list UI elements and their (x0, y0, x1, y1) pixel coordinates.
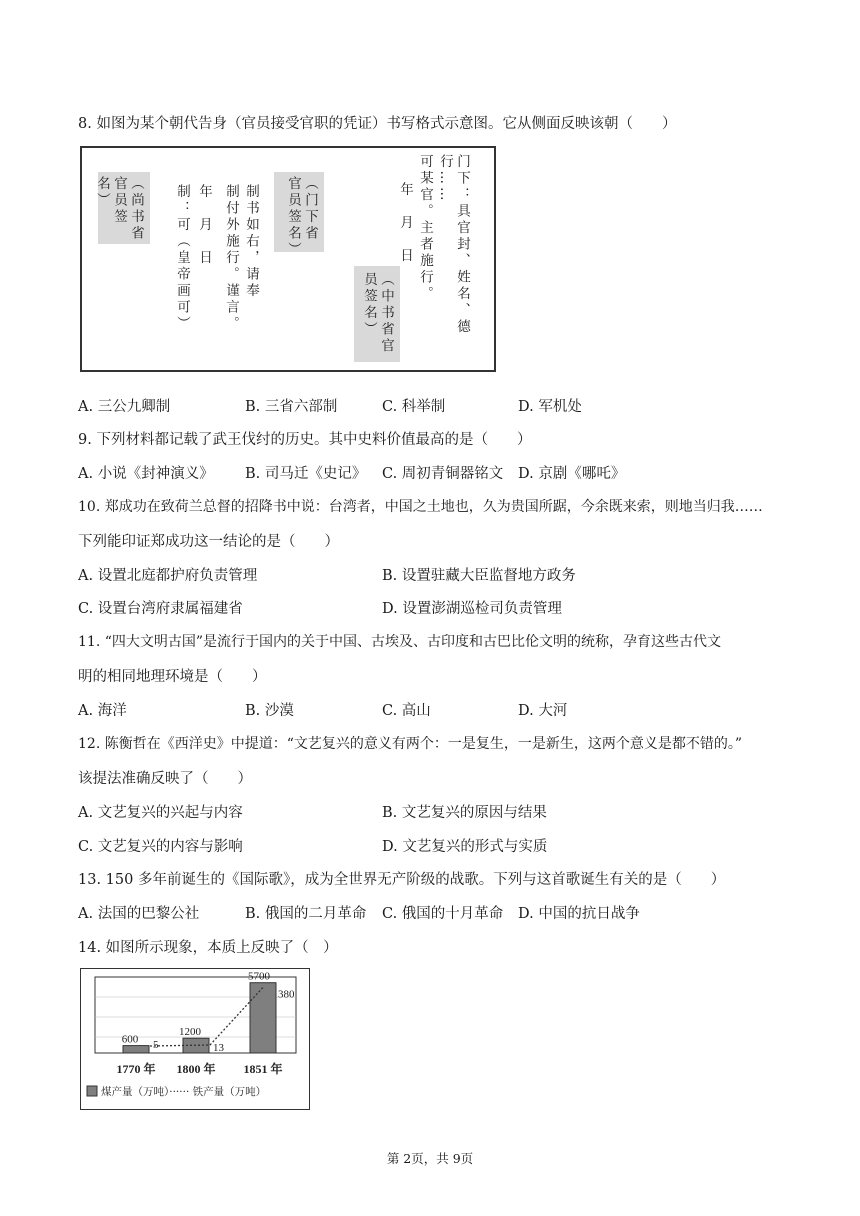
legend-text: 煤产量（万吨）······ 铁产量（万吨） (101, 1086, 267, 1098)
q8-option-b[interactable]: B. 三省六部制 (245, 399, 338, 415)
q8-option-d[interactable]: D. 军机处 (518, 399, 582, 415)
fig-col-date1: 年 月 日 (397, 182, 413, 265)
q11-stem-line2: 明的相同地理环境是（ ） (78, 669, 267, 685)
q9-stem: 9. 下列材料都记载了武王伐纣的历史。其中史料价值最高的是（ ） (78, 432, 532, 448)
q10-stem-line2: 下列能印证郑成功这一结论的是（ ） (78, 534, 339, 550)
category-label: 1851 年 (243, 1062, 283, 1076)
coal-bar (250, 983, 276, 1053)
q8-option-a[interactable]: A. 三公九卿制 (78, 399, 171, 415)
q10-option-b[interactable]: B. 设置驻藏大臣监督地方政务 (382, 568, 576, 584)
q11-option-c[interactable]: C. 高山 (382, 703, 431, 719)
fig-col-zhishu: 制书如右，请奉 (243, 184, 259, 300)
iron-value-label: 13 (213, 1042, 224, 1054)
q10-option-a[interactable]: A. 设置北庭都护府负责管理 (78, 568, 258, 584)
iron-value-label: 380 (278, 988, 295, 1001)
gaoshen-figure (80, 146, 496, 372)
coal-iron-chart (80, 968, 310, 1110)
fig-box-shangshu: （尚书省官员签名） (98, 172, 150, 244)
q14-stem: 14. 如图所示现象，本质上反映了（ ） (78, 940, 338, 956)
q8-option-c[interactable]: C. 科举制 (382, 399, 446, 415)
q12-option-d[interactable]: D. 文艺复兴的形式与实质 (382, 839, 548, 855)
q10-option-c[interactable]: C. 设置台湾府隶属福建省 (78, 601, 243, 617)
q10-stem-line1: 10. 郑成功在致荷兰总督的招降书中说：台湾者，中国之土地也，久为贵国所踞，今余既来索，则地当归我…… (78, 499, 763, 515)
coal-value-label: 600 (121, 1033, 139, 1046)
q13-option-c[interactable]: C. 俄国的十月革命 (382, 906, 504, 922)
legend-coal-swatch (87, 1086, 97, 1096)
fig-col-kemou: 可某官。主者施行。 (417, 154, 433, 303)
fig-col-menxia: 门下：具官封、姓名、德行…… (437, 154, 470, 336)
fig-col-date2: 年 月 日 (196, 184, 212, 267)
q12-option-b[interactable]: B. 文艺复兴的原因与结果 (382, 805, 547, 821)
q13-option-a[interactable]: A. 法国的巴黎公社 (78, 906, 200, 922)
q13-option-b[interactable]: B. 俄国的二月革命 (245, 906, 367, 922)
coal-value-label: 1200 (179, 1026, 201, 1039)
q13-option-d[interactable]: D. 中国的抗日战争 (518, 906, 640, 922)
q12-option-a[interactable]: A. 文艺复兴的兴起与内容 (78, 805, 243, 821)
q11-option-d[interactable]: D. 大河 (518, 703, 568, 719)
q8-stem: 8. 如图为某个朝代告身（官员接受官职的凭证）书写格式示意图。它从侧面反映该朝（ ） (78, 116, 677, 132)
fig-box-menxia: （门下省官员签名） (274, 172, 324, 252)
q9-option-a[interactable]: A. 小说《封神演义》 (78, 466, 214, 482)
q11-stem-line1: 11. “四大文明古国”是流行于国内的关于中国、古埃及、古印度和古巴比伦文明的统称，孕育这些古代文 (78, 634, 722, 650)
fig-box-zhongshu: （中书省官员签名） (354, 266, 400, 362)
category-label: 1770 年 (116, 1062, 156, 1076)
q9-option-d[interactable]: D. 京剧《哪吒》 (518, 466, 626, 482)
q12-stem-line2: 该提法准确反映了（ ） (78, 771, 252, 787)
page-footer: 第 2页，共 9页 (386, 1151, 474, 1166)
q9-option-c[interactable]: C. 周初青铜器铭文 (382, 466, 504, 482)
q11-option-a[interactable]: A. 海洋 (78, 703, 127, 719)
q11-option-b[interactable]: B. 沙漠 (245, 703, 294, 719)
coal-value-label: 5700 (248, 970, 270, 983)
coal-bar (123, 1046, 149, 1053)
iron-value-label: 5 (153, 1039, 159, 1051)
fig-col-zhike: 制：可（皇帝画可） (174, 184, 190, 333)
q9-option-b[interactable]: B. 司马迁《史记》 (245, 466, 367, 482)
chart-svg (81, 969, 308, 1108)
q10-option-d[interactable]: D. 设置澎湖巡检司负责管理 (382, 601, 562, 617)
fig-col-zhifu: 制付外施行。谨言。 (223, 184, 239, 333)
q12-stem-line1: 12. 陈衡哲在《西洋史》中提道：“文艺复兴的意义有两个：一是复生，一是新生，这两个意义是都不错的。” (78, 736, 743, 752)
category-label: 1800 年 (176, 1062, 216, 1076)
q13-stem: 13. 150 多年前诞生的《国际歌》，成为全世界无产阶级的战歌。下列与这首歌诞生有关的是（ ） (78, 872, 726, 888)
q12-option-c[interactable]: C. 文艺复兴的内容与影响 (78, 839, 243, 855)
